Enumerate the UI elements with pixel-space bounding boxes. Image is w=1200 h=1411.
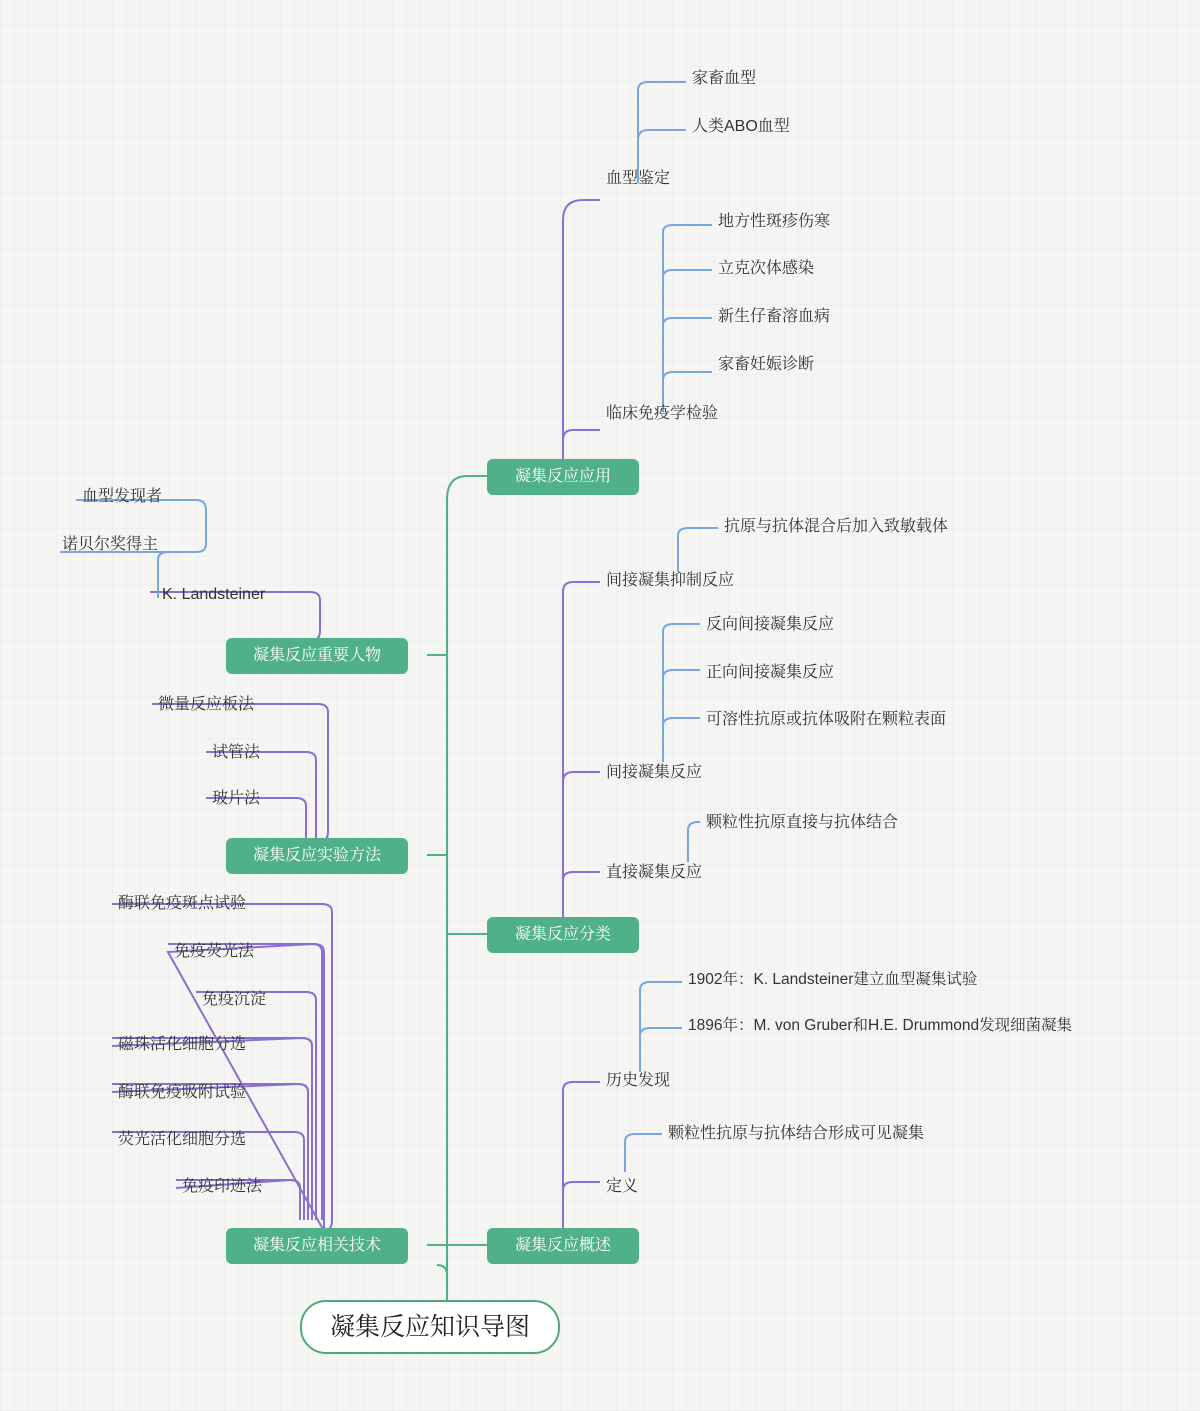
- node-immunofluorescence[interactable]: 免疫荧光法: [174, 943, 255, 960]
- node-neonatal-hemolytic-disease[interactable]: 新生仔畜溶血病: [718, 308, 831, 325]
- node-indirect-agglutination-inhibition[interactable]: 间接凝集抑制反应: [606, 572, 735, 589]
- node-particulate-antigen-binds-antibody[interactable]: 颗粒性抗原直接与抗体结合: [706, 814, 899, 831]
- branch-node-classification[interactable]: 凝集反应分类: [487, 917, 639, 953]
- node-soluble-antigen-adsorbed-on-particles[interactable]: 可溶性抗原或抗体吸附在颗粒表面: [706, 711, 947, 728]
- node-microplate-method[interactable]: 微量反应板法: [158, 696, 255, 713]
- node-rickettsia-infection[interactable]: 立克次体感染: [718, 260, 815, 277]
- root-node[interactable]: 凝集反应知识导图: [300, 1300, 560, 1354]
- node-tube-method[interactable]: 试管法: [212, 744, 261, 761]
- node-k-landsteiner[interactable]: K. Landsteiner: [162, 586, 266, 603]
- branch-node-application[interactable]: 凝集反应应用: [487, 459, 639, 495]
- node-elispot[interactable]: 酶联免疫斑点试验: [118, 895, 247, 912]
- node-definition[interactable]: 定义: [606, 1178, 639, 1195]
- node-forward-indirect-agglutination[interactable]: 正向间接凝集反应: [706, 664, 835, 681]
- branch-node-experimental-methods[interactable]: 凝集反应实验方法: [226, 838, 408, 874]
- node-historical-discovery[interactable]: 历史发现: [606, 1072, 671, 1089]
- branch-node-related-techniques[interactable]: 凝集反应相关技术: [226, 1228, 408, 1264]
- node-immunoprecipitation[interactable]: 免疫沉淀: [202, 991, 267, 1008]
- node-reverse-indirect-agglutination[interactable]: 反向间接凝集反应: [706, 616, 835, 633]
- node-slide-method[interactable]: 玻片法: [212, 790, 261, 807]
- node-direct-agglutination[interactable]: 直接凝集反应: [606, 864, 703, 881]
- node-endemic-typhus[interactable]: 地方性斑疹伤寒: [718, 213, 831, 230]
- node-antigen-antibody-mixed-then-carrier[interactable]: 抗原与抗体混合后加入致敏载体: [724, 518, 949, 535]
- node-1896-gruber-drummond[interactable]: 1896年：M. von Gruber和H.E. Drummond发现细菌凝集: [688, 1017, 1073, 1034]
- node-livestock-pregnancy-diagnosis[interactable]: 家畜妊娠诊断: [718, 356, 815, 373]
- node-blood-type-discoverer[interactable]: 血型发现者: [82, 488, 163, 505]
- node-facs[interactable]: 荧光活化细胞分选: [118, 1131, 247, 1148]
- branch-node-key-figures[interactable]: 凝集反应重要人物: [226, 638, 408, 674]
- node-indirect-agglutination[interactable]: 间接凝集反应: [606, 764, 703, 781]
- node-western-blot[interactable]: 免疫印迹法: [182, 1178, 263, 1195]
- node-nobel-laureate[interactable]: 诺贝尔奖得主: [62, 536, 159, 553]
- node-elisa[interactable]: 酶联免疫吸附试验: [118, 1084, 247, 1101]
- node-clinical-immunoassay[interactable]: 临床免疫学检验: [606, 405, 719, 422]
- node-blood-typing[interactable]: 血型鉴定: [606, 170, 671, 187]
- node-macs[interactable]: 磁珠活化细胞分选: [118, 1036, 247, 1053]
- node-livestock-blood-type[interactable]: 家畜血型: [692, 70, 757, 87]
- branch-node-overview[interactable]: 凝集反应概述: [487, 1228, 639, 1264]
- node-human-abo-blood-type[interactable]: 人类ABO血型: [692, 118, 790, 135]
- node-visible-agglutination[interactable]: 颗粒性抗原与抗体结合形成可见凝集: [668, 1125, 925, 1142]
- node-1902-landsteiner[interactable]: 1902年：K. Landsteiner建立血型凝集试验: [688, 971, 978, 988]
